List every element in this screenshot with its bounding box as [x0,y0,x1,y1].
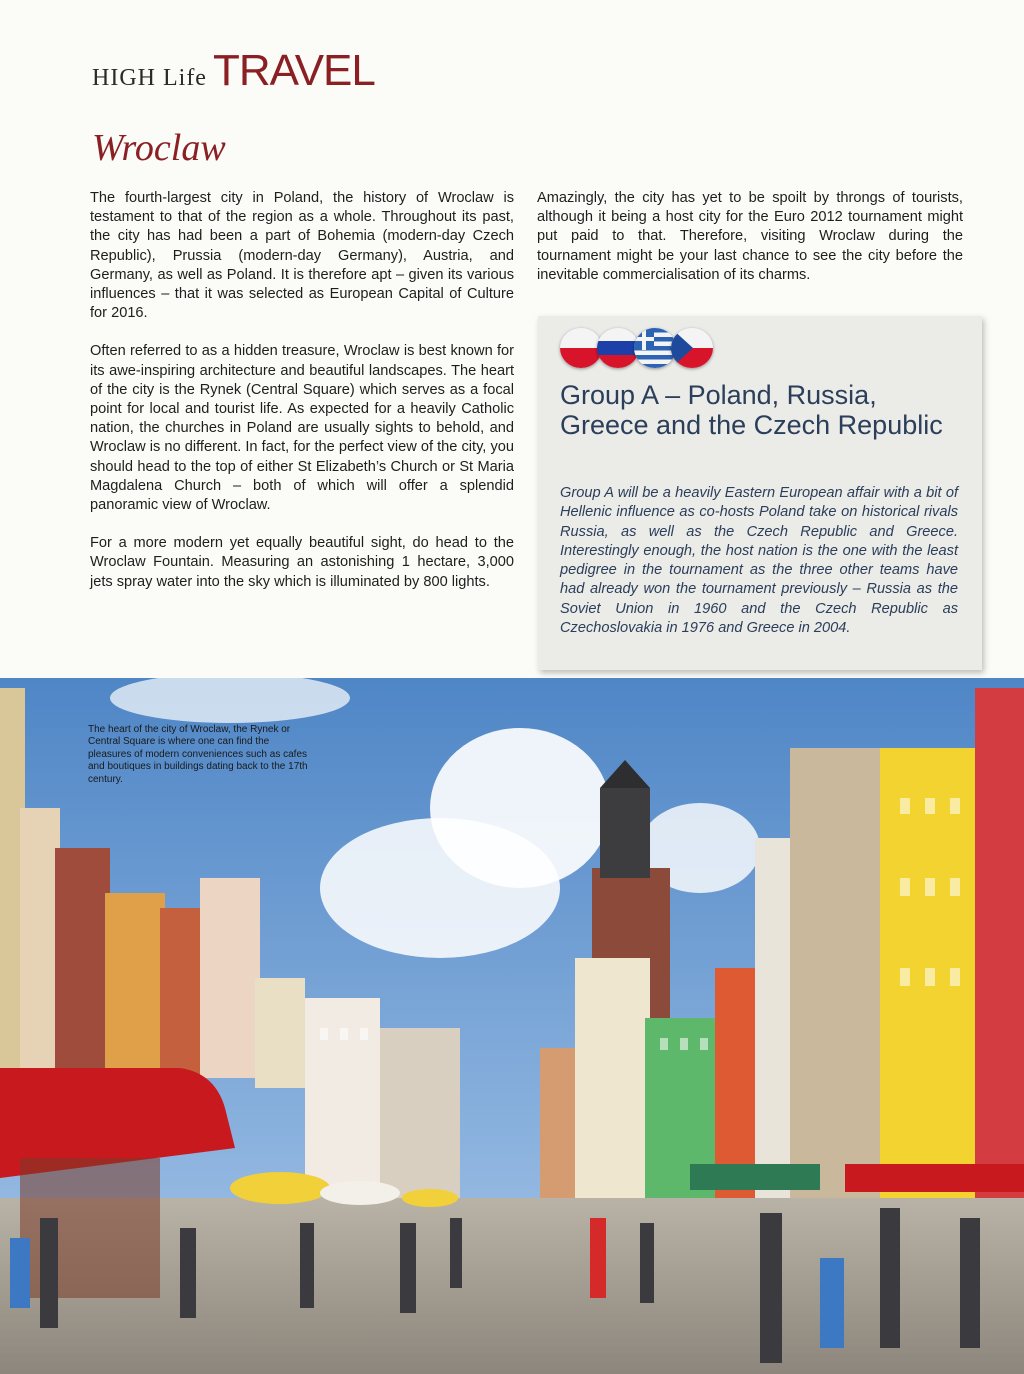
sidebar-body: Group A will be a heavily Eastern European affair with a bit of Hellenic influence as co-hosts Poland take on historical rivals Russia, as well as the Czech Republic and Greece. Interestingly enough, the host nation is the one with the least pedigree in the tournament as the three other teams have had already won the tournament previously – Russia as the Soviet Union in 1960 and the Czech Republic as Czechoslovakia in 1976 and Greece in 2004. [560,485,958,637]
photo-caption: The heart of the city of Wroclaw, the Rynek or Central Square is where one can find the pleasures of modern conveniences such as cafes and boutiques in buildings dating back to the 17th century. [88,724,308,785]
paragraph-fountain: For a more modern yet equally beautiful sight, do head to the Wroclaw Fountain. Measuring an astonishing 1 hectare, 3,000 jets spray water into the sky which is illuminated by 800 lights. [90,535,514,590]
right-column [537,189,963,304]
masthead-high-life: HIGH Life [92,65,207,91]
masthead-travel: TRAVEL [212,46,375,95]
paragraph-intro: The fourth-largest city in Poland, the history of Wroclaw is testament to that of the region as a whole. Throughout its past, the city has had been a part of Bohemia (modern-day Czech Republic), Prussia (modern-day Germany), Austria, and Germany, as well as Poland. It is therefore apt – given its various influences – that it was selected as European Capital of Culture for 2016. [90,190,514,322]
paragraph-architecture: Often referred to as a hidden treasure, Wroclaw is best known for its awe-inspiring architecture and beautiful landscapes. The heart of the city is the Rynek (Central Square) which serves as a focal point for local and tourist life. As expected for a heavily Catholic nation, the churches in Poland are usually sights to behold, and Wroclaw is no different. In fact, for the perfect view of the city, you should head to the top of either St Elizabeth’s Church or St Maria Magdalena Church – both of which will offer a splendid panoramic view of Wroclaw. [90,343,514,514]
rynek-square-photo [0,678,1024,1374]
czech-flag-icon [671,328,713,368]
russia-flag-icon [597,328,639,368]
article-title: Wroclaw [92,127,226,169]
poland-flag-icon [560,328,602,368]
flag-row [560,328,708,368]
paragraph-tourists: Amazingly, the city has yet to be spoilt by throngs of tourists, although it being a host city for the Euro 2012 tournament might put paid to that. Therefore, visiting Wroclaw during the tournament might be your last chance to see the city before the inevitable commercialisation of its charms. [537,190,963,283]
greece-flag-icon [634,328,676,368]
group-a-sidebar [538,316,982,670]
masthead [92,46,375,96]
left-column [90,189,514,611]
sidebar-title: Group A – Poland, Russia, Greece and the Czech Republic [560,380,943,440]
